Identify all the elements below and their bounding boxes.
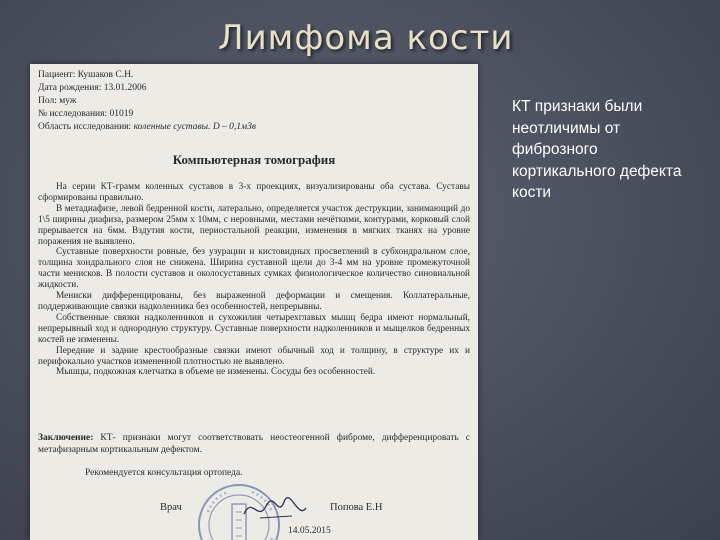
patient-name: Пациент: Кушаков С.Н. <box>38 70 134 80</box>
conclusion <box>38 432 470 456</box>
doctor-label: Врач <box>160 502 182 513</box>
study-area <box>38 121 256 134</box>
study-number: № исследования: 01019 <box>38 109 134 119</box>
signature-icon <box>240 492 310 526</box>
patient-header <box>38 69 256 134</box>
ct-report-document <box>30 64 478 540</box>
doctor-name: Попова Е.Н <box>330 502 383 513</box>
birth-date: Дата рождения: 13.01.2006 <box>38 83 147 93</box>
report-paragraph: Мениски дифференцированы, без выраженной деформации и смещения. Коллатеральные, поддерживающие связки надколенника без особенностей, непрерывны. <box>38 291 470 312</box>
side-caption: КТ признаки были неотличимы от фиброзного кортикального дефекта кости <box>512 98 682 201</box>
report-paragraph: На серии КТ-грамм коленных суставов в 3-х проекциях, визуализированы оба сустава. Суставы сформированы правильно. <box>38 182 470 203</box>
report-paragraph: В метадиафизе, левой бедренной кости, латерально, определяется участок деструкции, занимающий до 1\5 ширины диафиза, размером 25мм х 10мм, с неровными, местами нечёткими, контурами, корковый слой прерывается на 6мм. Вздутия кости, периостальной реакции, изменения в мягких тканях на уровне поражения не выявлено. <box>38 203 470 247</box>
report-paragraph: Мышцы, подкожная клетчатка в объеме не изменены. Сосуды без особенностей. <box>56 367 376 378</box>
conclusion-text: КТ- признаки могут соответствовать неостеогенной фиброме, дифференцировать с метафизарным кортикальным дефектом. <box>38 433 470 455</box>
study-area-label: Область исследования: <box>38 122 132 132</box>
report-date: 14.05.2015 <box>288 526 331 536</box>
document-heading: Компьютерная томография <box>172 152 336 167</box>
slide-title: Лимфома кости <box>218 18 514 58</box>
study-area-value: коленные суставы. D – 0,1мЗв <box>133 122 256 132</box>
recommendation: Рекомендуется консультация ортопеда. <box>85 468 243 478</box>
report-body <box>38 182 470 378</box>
report-paragraph: Передние и задние крестообразные связки имеют обычный ход и толщину, в структуре их и перифокально участков измененной плотностью не выявлено. <box>38 345 470 367</box>
conclusion-label: Заключение: <box>38 433 94 443</box>
patient-sex: Пол: муж <box>38 96 77 106</box>
report-paragraph: Суставные поверхности ровные, без узурации и кистовидных просветлений в субхондральном слое, толщина хондрального слоя не снижена. Ширина суставной щели до 3-4 мм на уровне промежуточной части менисков. В полости суставов и околосуставных сумках физиологическое количество синовиальной жидкости. <box>38 247 470 291</box>
report-paragraph: Собственные связки надколенников и сухожилия четырехглавых мышц бедра имеют нормальный, непрерывный ход и однородную структуру. Суставные поверхности надколенников и мыщелков бедренных костей не изменены. <box>38 312 470 345</box>
